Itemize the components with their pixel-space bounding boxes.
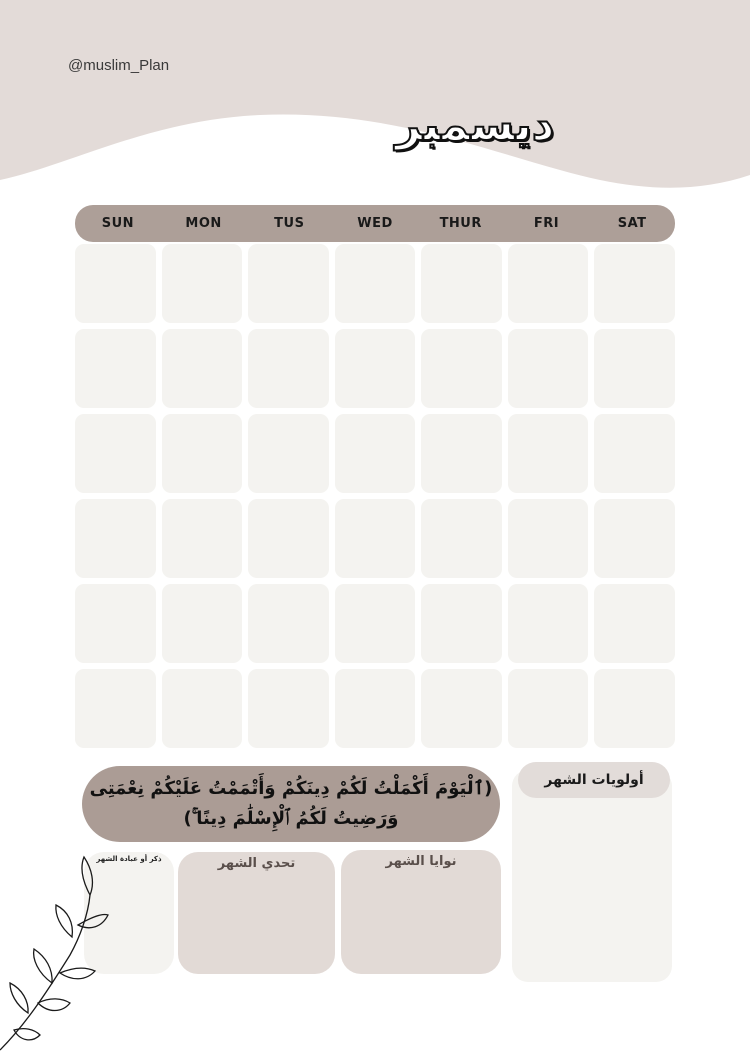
calendar-day-cell[interactable]	[248, 244, 329, 323]
calendar-grid	[75, 244, 675, 748]
calendar-day-cell[interactable]	[335, 244, 416, 323]
calendar-day-cell[interactable]	[508, 669, 589, 748]
calendar-day-cell[interactable]	[594, 499, 675, 578]
calendar-day-cell[interactable]	[162, 414, 243, 493]
calendar-day-cell[interactable]	[421, 244, 502, 323]
intentions-label: نوايا الشهر	[385, 854, 457, 869]
calendar-day-cell[interactable]	[162, 329, 243, 408]
verse-banner	[82, 766, 500, 842]
calendar-day-cell[interactable]	[421, 669, 502, 748]
intentions-box[interactable]	[341, 850, 501, 974]
calendar-day-cell[interactable]	[508, 584, 589, 663]
calendar-day-cell[interactable]	[162, 584, 243, 663]
calendar-day-cell[interactable]	[594, 584, 675, 663]
priorities-heading	[518, 762, 670, 798]
calendar-day-cell[interactable]	[335, 584, 416, 663]
calendar-day-cell[interactable]	[162, 669, 243, 748]
calendar-day-cell[interactable]	[75, 414, 156, 493]
calendar-day-cell[interactable]	[335, 329, 416, 408]
calendar-day-cell[interactable]	[508, 414, 589, 493]
leaf-branch-icon	[0, 855, 110, 1060]
calendar-day-cell[interactable]	[594, 669, 675, 748]
calendar-day-cell[interactable]	[421, 499, 502, 578]
verse-line-1: (ٱلْيَوْمَ أَكْمَلْتُ لَكُمْ دِينَكُمْ وَأَتْمَمْتُ عَلَيْكُمْ نِعْمَتِى	[89, 778, 493, 799]
calendar-day-cell[interactable]	[508, 499, 589, 578]
calendar-day-cell[interactable]	[421, 329, 502, 408]
calendar-day-cell[interactable]	[335, 414, 416, 493]
calendar-day-cell[interactable]	[508, 244, 589, 323]
weekday-mon: MON	[185, 216, 222, 231]
top-wave-background	[0, 0, 750, 200]
calendar-day-cell[interactable]	[162, 499, 243, 578]
weekday-fri: FRI	[533, 216, 560, 231]
calendar-day-cell[interactable]	[75, 499, 156, 578]
calendar-day-cell[interactable]	[248, 669, 329, 748]
weekday-sat: SAT	[617, 216, 647, 231]
calendar-day-cell[interactable]	[248, 329, 329, 408]
priorities-label: أولويات الشهر	[544, 772, 644, 788]
dhikr-label: ذكر أو عبادة الشهر	[96, 855, 162, 863]
challenge-box[interactable]	[178, 852, 335, 974]
weekday-thu: THUR	[439, 216, 482, 231]
calendar-day-cell[interactable]	[75, 329, 156, 408]
calendar-day-cell[interactable]	[421, 584, 502, 663]
calendar-day-cell[interactable]	[162, 244, 243, 323]
challenge-label: تحدي الشهر	[217, 856, 296, 871]
calendar-day-cell[interactable]	[248, 414, 329, 493]
verse-line-2: وَرَضِيتُ لَكُمُ ٱلْإِسْلَٰمَ دِينًا ۚ)	[183, 808, 399, 829]
calendar-day-cell[interactable]	[421, 414, 502, 493]
calendar-day-cell[interactable]	[594, 414, 675, 493]
calendar-day-cell[interactable]	[248, 584, 329, 663]
weekday-wed: WED	[357, 216, 393, 231]
calendar-day-cell[interactable]	[75, 244, 156, 323]
calendar-day-cell[interactable]	[508, 329, 589, 408]
weekday-tue: TUS	[274, 216, 305, 231]
calendar-day-cell[interactable]	[335, 499, 416, 578]
weekday-sun: SUN	[101, 216, 135, 231]
calendar-day-cell[interactable]	[75, 584, 156, 663]
month-title: ديسمبر	[395, 100, 555, 151]
calendar-day-cell[interactable]	[594, 329, 675, 408]
calendar-day-cell[interactable]	[248, 499, 329, 578]
weekday-header-bar	[75, 205, 675, 242]
calendar-day-cell[interactable]	[335, 669, 416, 748]
priorities-box[interactable]	[512, 770, 672, 982]
social-handle: @muslim_Plan	[68, 57, 170, 74]
calendar-day-cell[interactable]	[75, 669, 156, 748]
calendar-day-cell[interactable]	[594, 244, 675, 323]
